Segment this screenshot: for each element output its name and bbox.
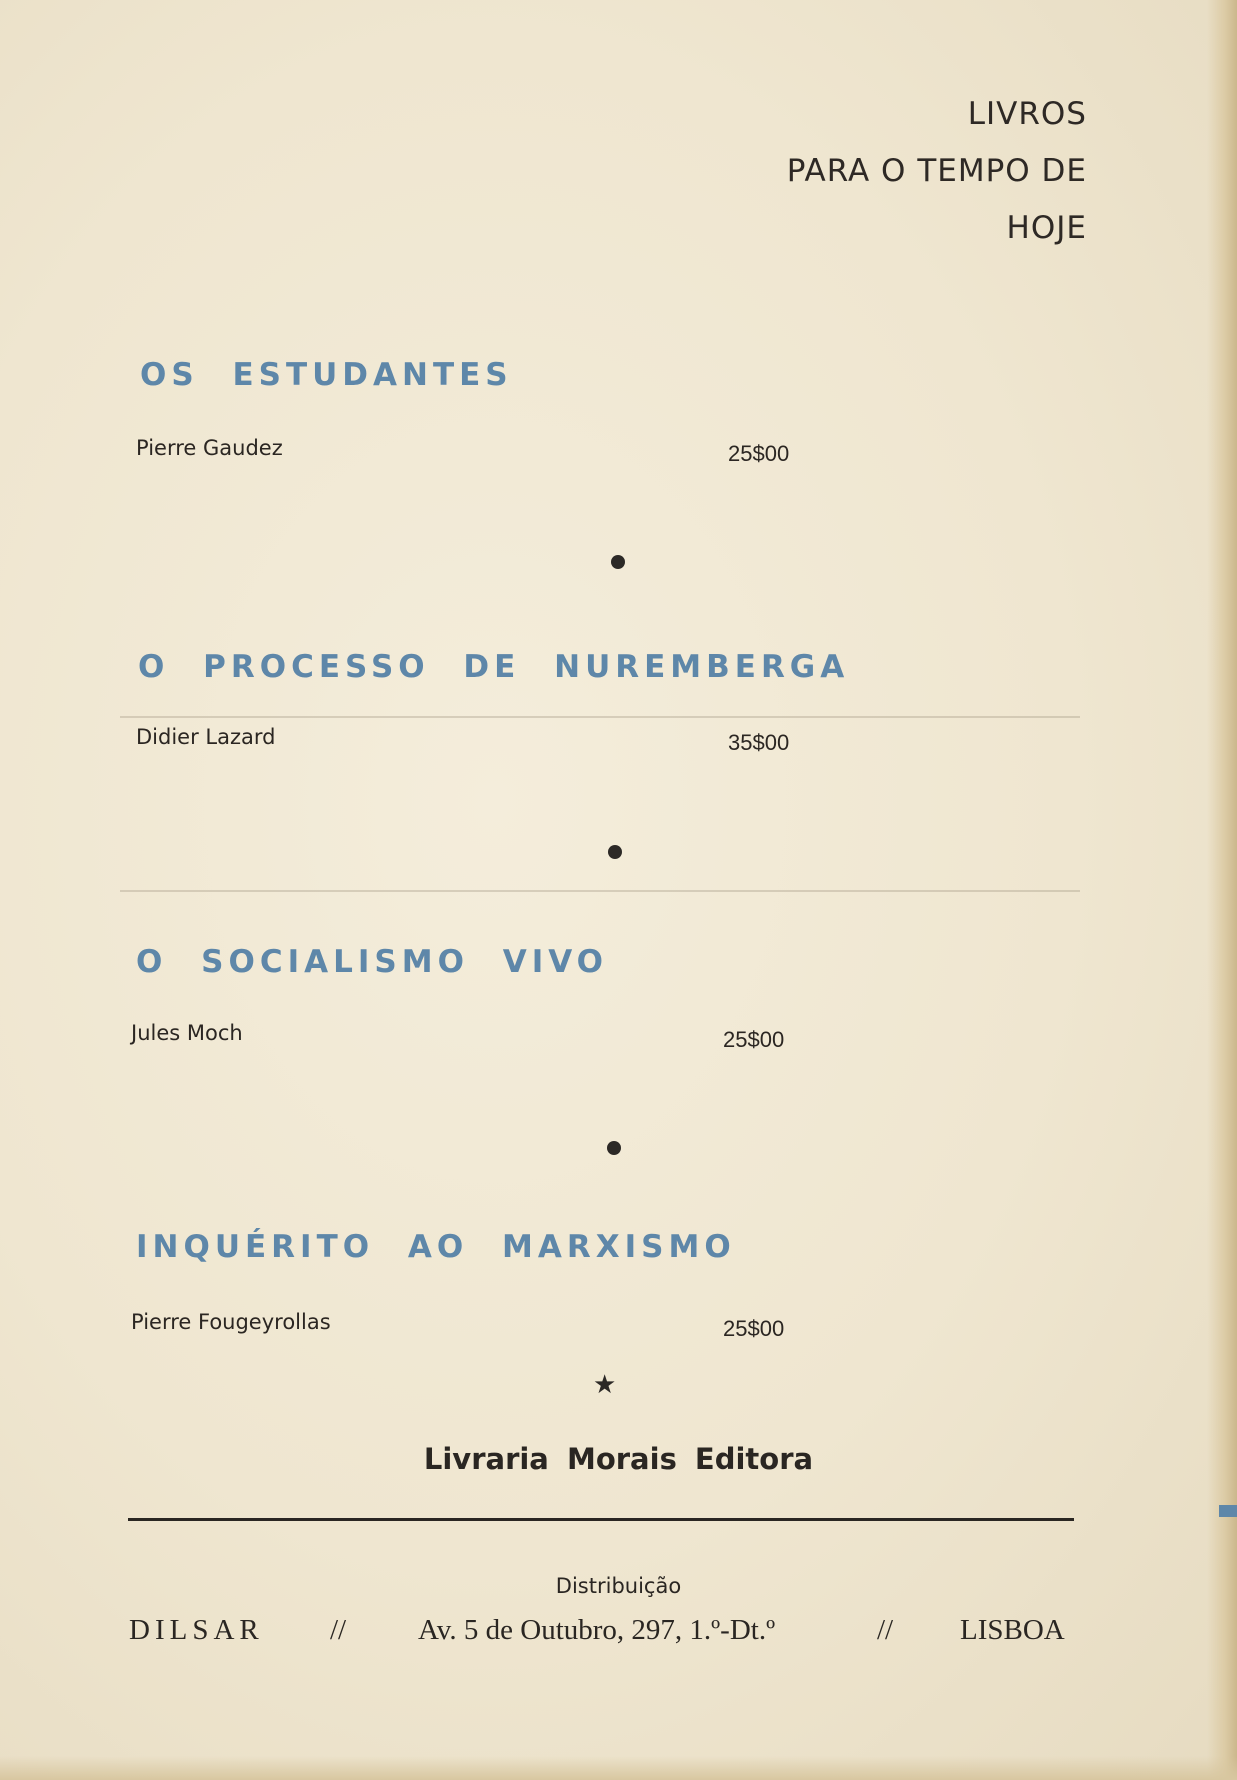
publisher-name: Livraria Morais Editora xyxy=(423,1442,814,1476)
page-bottom-shadow xyxy=(0,1756,1237,1780)
spine-color-mark xyxy=(1219,1505,1237,1517)
bullet-dot-icon xyxy=(607,1141,621,1155)
book-author: Jules Moch xyxy=(131,1021,243,1045)
book-title: INQUÉRITO AO MARXISMO xyxy=(136,1229,736,1265)
series-line-1: LIVROS xyxy=(967,96,1087,132)
distribution-label: Distribuição xyxy=(555,1574,682,1598)
distributor-name: DILSAR xyxy=(129,1614,264,1646)
book-price: 25$00 xyxy=(723,1316,785,1341)
book-title: O PROCESSO DE NUREMBERGA xyxy=(138,649,850,685)
series-line-3: HOJE xyxy=(1006,210,1087,246)
bullet-dot-icon xyxy=(608,845,622,859)
bullet-dot-icon xyxy=(611,555,625,569)
book-price: 35$00 xyxy=(728,730,790,755)
series-heading xyxy=(787,86,1087,257)
series-line-2: PARA O TEMPO DE xyxy=(786,153,1087,189)
star-icon: ★ xyxy=(593,1370,617,1400)
distributor-address: Av. 5 de Outubro, 297, 1.º-Dt.º xyxy=(418,1614,776,1646)
divider-rule xyxy=(128,1518,1074,1521)
bleed-through-line xyxy=(120,890,1080,892)
book-price: 25$00 xyxy=(723,1027,785,1052)
book-author: Pierre Gaudez xyxy=(136,436,283,460)
book-author: Didier Lazard xyxy=(136,725,276,749)
address-separator: // xyxy=(877,1614,894,1646)
bleed-through-line xyxy=(120,716,1080,718)
book-author: Pierre Fougeyrollas xyxy=(131,1310,331,1334)
book-title: OS ESTUDANTES xyxy=(140,357,513,393)
address-separator: // xyxy=(330,1614,347,1646)
distributor-city: LISBOA xyxy=(960,1614,1065,1646)
book-price: 25$00 xyxy=(728,441,790,466)
book-title: O SOCIALISMO VIVO xyxy=(136,944,609,980)
